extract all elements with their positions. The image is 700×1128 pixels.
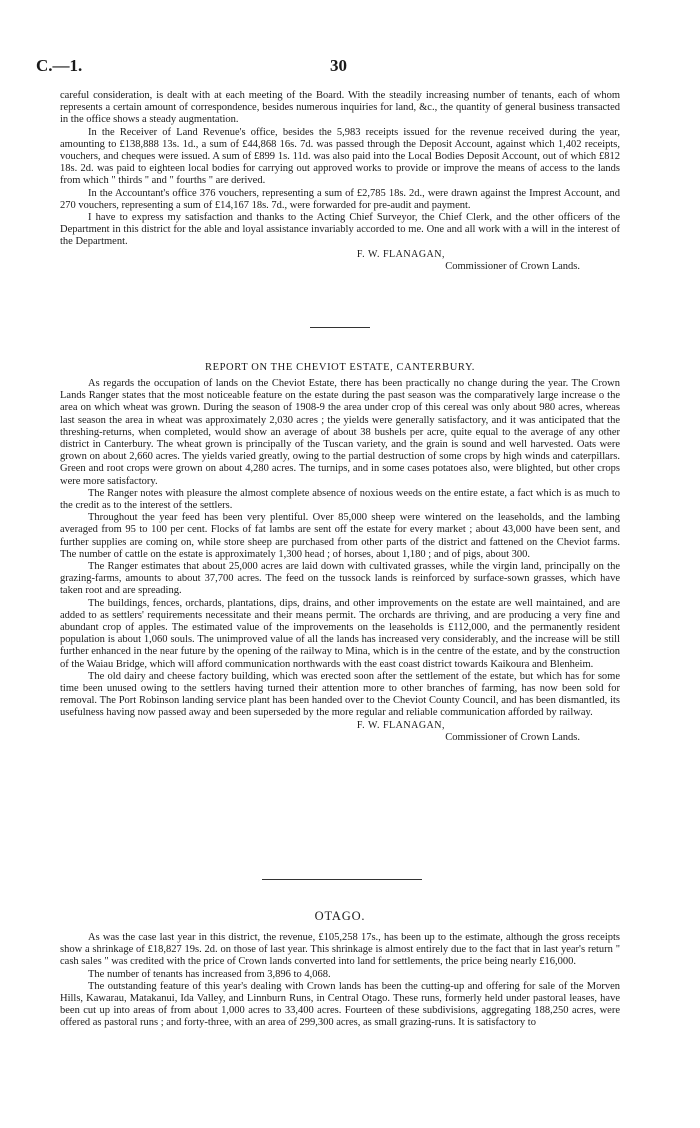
- otago-heading: OTAGO.: [314, 909, 366, 923]
- paragraph: In the Receiver of Land Revenue's office, besides the 5,983 receipts issued for the revenue received during the year, amounting to £138,888 13s. 1d., a sum of £44,868 16s. 7d. was passed through the Deposit Account, against which 1,402 receipts, vouchers, and cheques were issued. A sum of £899 1s. 11d. was also paid into the Local Bodies Deposit Account, out of which £812 18s. 2d. was paid to eighteen local bodies for carrying out approved works to provide or improve the means of access to the lands from which " thirds " and " fourths " are derived.: [60, 126, 620, 187]
- paragraph: I have to express my satisfaction and thanks to the Acting Chief Surveyor, the Chief Clerk, and the other officers of the Department in this district for the able and loyal assistance invariably accorded to me. One and all work with a will in the interest of the Department.: [60, 212, 620, 248]
- paragraph: In the Accountant's office 376 vouchers, representing a sum of £2,785 18s. 2d., were drawn against the Imprest Account, and 270 vouchers, representing a sum of £14,167 18s. 7d., were forwarded for pre-audit and payment.: [60, 187, 620, 211]
- document-code: C.—1.: [36, 56, 83, 75]
- cheviot-heading: REPORT ON THE CHEVIOT ESTATE, CANTERBURY.: [205, 362, 475, 373]
- signature-title: Commissioner of Crown Lands.: [445, 260, 580, 272]
- signature-name: F. W. FLANAGAN,: [356, 248, 445, 260]
- paragraph: The Ranger estimates that about 25,000 acres are laid down with cultivated grasses, while the virgin land, principally on the grazing-farms, amounts to about 37,700 acres. The feed on the tussock lands is reinforced by surface-sown grasses, which have taken root and are spreading.: [60, 561, 620, 597]
- top-section: [60, 90, 620, 273]
- cheviot-section: [60, 378, 620, 744]
- paragraph: Throughout the year feed has been very plentiful. Over 85,000 sheep were wintered on the leaseholds, and the lambing averaged from 95 to 100 per cent. Flocks of fat lambs are sent off the estate for every market ; about 43,000 have been sent, and further supplies are coming on, while store sheep are purchased from other parts of the district and fattened on the Cheviot farms. The number of cattle on the estate is approximately 1,300 head ; of horses, about 1,180 ; and of pigs, about 300.: [60, 512, 620, 560]
- paragraph: The Ranger notes with pleasure the almost complete absence of noxious weeds on the entire estate, a fact which is as much to the credit as to the interest of the settlers.: [60, 487, 620, 512]
- paragraph: The buildings, fences, orchards, plantations, dips, drains, and other improvements on the estate are well maintained, and are added to as settlers' requirements necessitate and their means permit. The orchards are thriving, and are producing a very fine and abundant crop of apples. The estimated value of the improvements on the leaseholds is £112,000, and the permanently resident population is about 1,060 souls. The unimproved value of all the lands has increased very considerably, and the increase will be still further enhanced in the near future by the opening of the railway to Mina, which is in the centre of the estate, and by the construction of the Waiau Bridge, which will afford communication northwards with the east coast district towards Kaikoura and Blenheim.: [60, 597, 620, 670]
- section-divider: [262, 879, 422, 880]
- signature-name: F. W. FLANAGAN,: [356, 719, 445, 731]
- signature-title: Commissioner of Crown Lands.: [445, 731, 580, 743]
- paragraph: careful consideration, is dealt with at each meeting of the Board. With the steadily increasing number of tenants, each of whom represents a certain amount of correspondence, besides numerous inquiries for land, &c., the quantity of general business transacted in the office shows a steady augmentation.: [60, 90, 620, 126]
- paragraph: As was the case last year in this district, the revenue, £105,258 17s., has been up to the estimate, although the gross receipts show a shrinkage of £18,827 19s. 2d. on those of last year. This shrinkage is almost entirely due to the fact that in last year's return " cash sales " was credited with the price of Crown lands converted into land for settlements, the price being nearly £16,000.: [60, 932, 620, 968]
- paragraph: The number of tenants has increased from 3,896 to 4,068.: [88, 968, 331, 980]
- section-divider: [310, 327, 370, 328]
- paragraph: The outstanding feature of this year's dealing with Crown lands has been the cutting-up and offering for sale of the Morven Hills, Kawarau, Matakanui, Ida Valley, and Linnburn Runs, in Central Otago. These runs, formerly held under pastoral leases, have been cut up into areas of from about 1,000 acres to 33,400 acres. Fourteen of these subdivisions, aggregating 188,250 acres, were offered as pastoral runs ; and forty-three, with an area of 299,300 acres, as small grazing-runs. It is satisfactory to: [60, 980, 620, 1029]
- otago-section: [60, 932, 620, 1030]
- paragraph: The old dairy and cheese factory building, which was erected soon after the settlement of the estate, but which has for some time been unused owing to the settlers having turned their attention more to other branches of farming, has now been sold for removal. The Port Robinson landing service plant has been handed over to the Cheviot County Council, and has been dismantled, its usefulness having now passed away and been superseded by the more regular and reliable communication afforded by railway.: [60, 670, 620, 719]
- paragraph: As regards the occupation of lands on the Cheviot Estate, there has been practically no change during the year. The Crown Lands Ranger states that the most noticeable feature on the estate during the past season was the comparatively large increase o the area on which wheat was grown. During the season of 1908-9 the area under crop of this cereal was only about 980 acres, whereas last season the area in wheat was approximately 2,030 acres ; the yields were generally satisfactory, and it was anticipated that the threshing-returns, when completed, would show an average of about 38 bushels per acre, quite equal to the average of any other district in Canterbury. The wheat grown is principally of the Tuscan variety, and the grain is sound and well harvested. Oats were grown on about 2,660 acres. The yields varied greatly, owing to the partial destruction of some crops by high winds and caterpillars. Green and root crops were grown on about 4,280 acres. The turnips, and in some cases potatoes also, were blighted, but other crops were more satisfactory.: [60, 378, 620, 487]
- page-number: 30: [330, 56, 347, 75]
